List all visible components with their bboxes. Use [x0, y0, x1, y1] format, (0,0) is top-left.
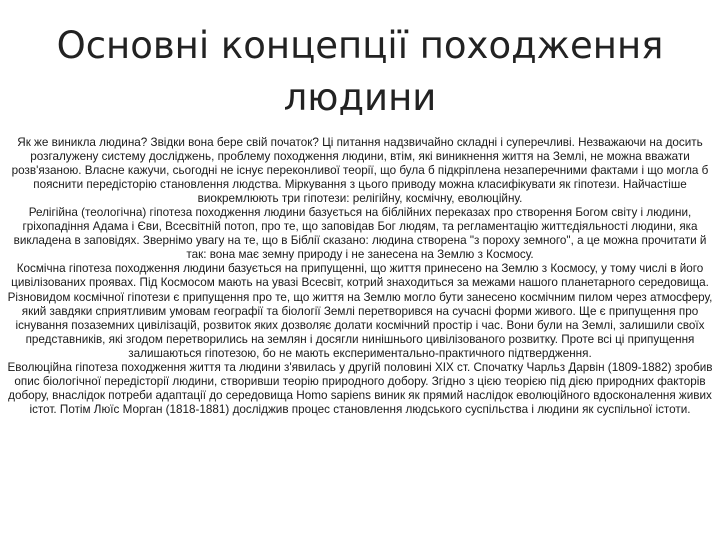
title-line-2: людини	[283, 76, 437, 119]
title-line-1: Основні концепції походження	[56, 24, 664, 67]
paragraph-religious-hypothesis: Релігійна (теологічна) гіпотеза походження людини базується на біблійних переказах про створення Богом світу і людини, гріхопадіння Адама і Єви, Всесвітній потоп, про те, що заповідав Бог людям, та регламентацію життєдіяльності людини, яка викладена в заповідях. Звернімо увагу на те, що в Біблії сказано: людина створена "з пороху земного", а це можна прочитати й так: вона має земну природу і не занесена на Землю з Космосу.	[13, 206, 707, 262]
slide-title	[0, 20, 720, 124]
slide-body	[4, 136, 716, 417]
paragraph-intro: Як же виникла людина? Звідки вона бере свій початок? Ці питання надзвичайно складні і суперечливі. Незважаючи на досить розгалужену систему досліджень, проблему походження людини, втім, які виникнення життя на Землі, не можна вважати розв'язаною. Власне кажучи, сьогодні не існує переконливої теорії, що була б підкріплена незаперечними фактами і що могла б пояснити передісторію становлення людства. Міркування з цього приводу можна класифікувати як гіпотези. Найчастіше виокремлюють три гіпотези: релігійну, космічну, еволюційну.	[11, 136, 709, 206]
paragraph-cosmic-hypothesis: Космічна гіпотеза походження людини базується на припущенні, що життя принесено на Землю з Космосу, у тому числі в його цивілізованих проявах. Під Космосом мають на увазі Всесвіт, котрий знаходиться за межами нашого планетарного середовища. Різновидом космічної гіпотези є припущення про те, що життя на Землю могло бути занесено космічним пилом через атмосферу, який завдяки сприятливим умовам географії та біології Землі перетворився на сучасні форми живого. Ще є припущення про існування позаземних цивілізацій, розвиток яких дозволяє долати космічний простір і час. Вони були на Землі, залишили своїх представників, які згодом перетворились на землян і досягли нинішнього цивілізованого розвитку. Проте всі ці припущення залишаються гіпотезою, бо не мають експериментально-практичного підтвердження.	[7, 262, 713, 360]
paragraph-evolutionary-hypothesis: Еволюційна гіпотеза походження життя та людини з'явилась у другій половині XIX ст. Спочатку Чарльз Дарвін (1809-1882) зробив опис біологічної передісторії людини, створивши теорію природного добору. Згідно з цією теорією під дією природних факторів добору, внаслідок потреби адаптації до середовища Homo sapiens виник як прямий наслідок еволюційного вдосконалення живих істот. Потім Люїс Морган (1818-1881) досліджив процес становлення людського суспільства і людини як суспільної істоти.	[7, 360, 713, 416]
